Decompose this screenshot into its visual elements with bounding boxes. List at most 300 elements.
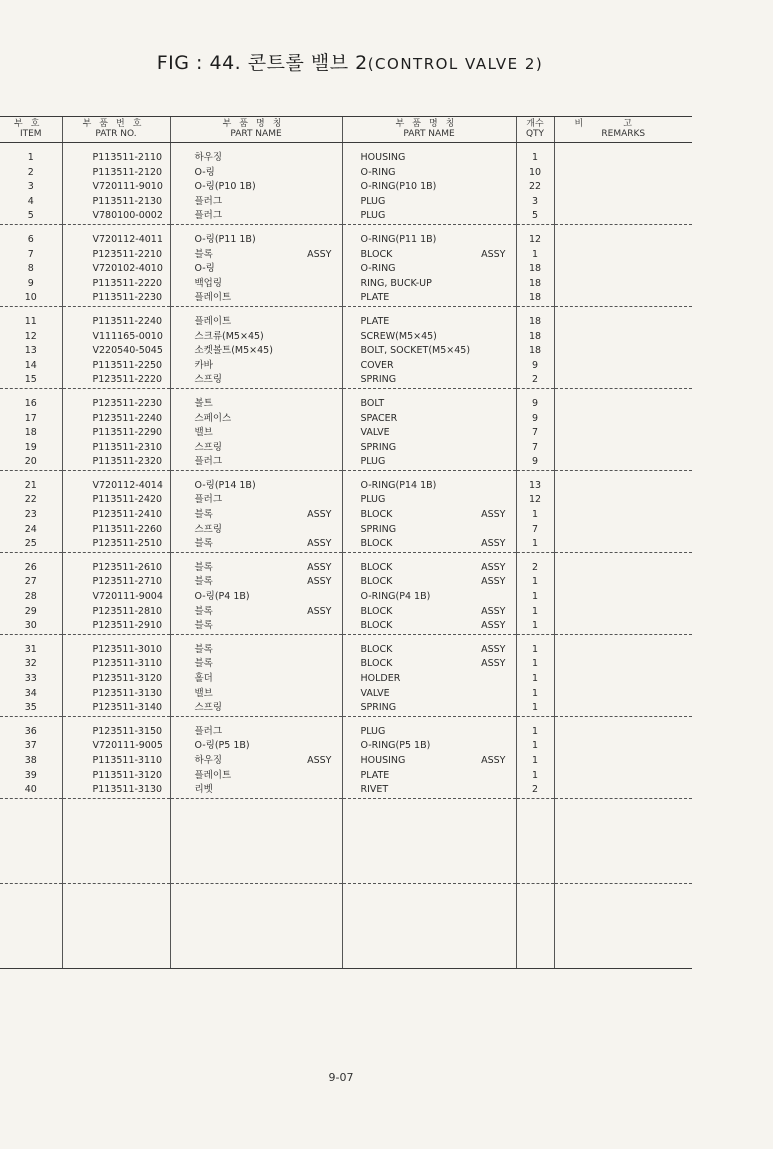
part-name-english-cell-text: HOUSING [360,754,406,766]
item-cell-text: 14 [24,359,37,371]
spacer-cell [516,798,554,883]
item-cell-text: 16 [24,397,37,409]
qty-cell-text: 7 [531,523,539,535]
part-name-english-cell [342,523,516,538]
spacer-row [0,883,692,968]
qty-cell [516,277,554,292]
item-cell-text: 21 [24,479,37,491]
part-name-english-cell-text: SPRING [360,374,397,386]
part-name-korean-cell-text: 블록 [194,620,213,632]
remarks-cell [554,657,692,672]
part-name-english-cell-text: SPACER [360,412,398,424]
table-row [0,291,692,306]
part-no-cell-text: P113511-2130 [92,195,163,207]
part-no-cell [62,672,170,687]
qty-cell-text: 1 [531,509,539,521]
item-cell [0,195,62,210]
part-name-korean-cell-text: 플러그 [194,456,223,468]
table-row [0,151,692,166]
table-row [0,180,692,195]
spacer-cell [342,224,516,233]
part-no-cell-text: P123511-2210 [92,248,163,260]
remarks-cell [554,248,692,263]
qty-cell-text: 1 [531,740,539,752]
table-row [0,725,692,740]
part-name-english-cell-text: SCREW(M5×45) [360,330,437,342]
part-name-korean-cell [170,493,342,508]
spacer-cell [0,470,62,479]
part-no-cell-text: P123511-2510 [92,538,163,550]
part-name-korean-cell-text: 백업링 [194,277,223,289]
part-name-english-cell-text: BLOCK [360,509,393,521]
remarks-cell [554,769,692,784]
spacer-cell [170,470,342,479]
part-no-cell [62,701,170,716]
part-no-cell-text: P123511-2240 [92,412,163,424]
qty-cell-text: 12 [528,233,542,245]
part-name-english-cell-text: O-RING(P11 1B) [360,233,437,245]
table-row [0,277,692,292]
item-cell-text: 23 [24,509,37,521]
part-no-cell-text: P123511-3140 [92,702,163,714]
part-no-cell [62,233,170,248]
part-no-cell-text: P123511-2910 [92,620,163,632]
item-cell [0,248,62,263]
part-name-korean-cell-text: 블록 [194,248,213,260]
qty-cell-text: 12 [528,494,542,506]
spacer-cell [516,143,554,152]
item-cell [0,359,62,374]
item-cell [0,605,62,620]
part-no-cell-text: V720102-4010 [92,263,163,275]
item-cell [0,180,62,195]
qty-cell [516,619,554,634]
item-cell-text: 1 [27,152,34,163]
part-name-korean-cell-text: 소켓볼트(M5×45) [194,345,273,357]
item-cell-text: 26 [24,561,37,573]
part-name-korean-cell [170,233,342,248]
qty-cell-text: 1 [531,605,539,617]
part-name-korean-cell-text: 플레이트 [194,315,232,327]
part-name-english-cell [342,262,516,277]
part-name-english-cell [342,508,516,523]
table-row [0,373,692,388]
table-row [0,783,692,798]
spacer-row [0,634,692,643]
spacer-cell [516,552,554,561]
header-remarks: 비고 REMARKS [554,117,692,143]
item-cell-text: 5 [27,210,34,222]
assy-label: ASSY [481,509,506,521]
part-name-english-cell-text: BLOCK [360,605,393,617]
part-name-korean-cell-text: O-링(P10 1B) [194,181,256,193]
qty-cell [516,643,554,658]
spacer-cell [0,388,62,397]
part-name-korean-cell-text: 플러그 [194,195,223,207]
spacer-cell [554,883,692,968]
part-name-english-cell-text: VALVE [360,427,390,439]
table-row [0,441,692,456]
spacer-cell [516,388,554,397]
remarks-cell [554,561,692,576]
spacer-cell [342,388,516,397]
part-no-cell [62,315,170,330]
qty-cell [516,315,554,330]
part-name-english-cell-text: BLOCK [360,658,393,670]
qty-cell [516,233,554,248]
table-row [0,687,692,702]
part-name-english-cell-text: BLOCK [360,576,393,588]
part-name-korean-cell [170,412,342,427]
part-name-english-cell-text: PLATE [360,292,390,304]
item-cell [0,397,62,412]
part-name-english-cell-text: VALVE [360,687,390,699]
part-name-korean-cell [170,479,342,494]
qty-cell [516,441,554,456]
item-cell-text: 29 [24,605,37,617]
part-name-korean-cell-text: 스프링 [194,523,223,535]
qty-cell [516,262,554,277]
part-name-korean-cell-text: 밸브 [194,427,213,439]
part-name-korean-cell [170,248,342,263]
table-row [0,739,692,754]
item-cell [0,619,62,634]
qty-cell-text: 13 [528,479,542,491]
qty-cell [516,426,554,441]
page-number: 9-07 [328,1071,354,1084]
qty-cell [516,166,554,181]
assy-label: ASSY [307,576,332,588]
part-no-cell [62,523,170,538]
item-cell-text: 19 [24,441,37,453]
item-cell-text: 28 [24,591,37,603]
part-name-english-cell [342,672,516,687]
qty-cell-text: 1 [531,702,539,714]
part-name-english-cell [342,537,516,552]
qty-cell [516,373,554,388]
qty-cell-text: 22 [528,181,542,193]
table-row [0,233,692,248]
part-no-cell-text: V720111-9005 [92,740,163,752]
part-name-korean-cell-text: 홀더 [194,673,213,684]
remarks-cell [554,701,692,716]
item-cell [0,455,62,470]
part-name-korean-cell [170,523,342,538]
part-name-english-cell [342,209,516,224]
part-no-cell-text: P123511-3120 [92,673,163,684]
item-cell-text: 13 [24,345,37,357]
item-cell [0,769,62,784]
part-name-english-cell-text: PLATE [360,769,390,781]
part-name-korean-cell [170,441,342,456]
spacer-cell [0,883,62,968]
remarks-cell [554,605,692,620]
part-name-korean-cell [170,426,342,441]
assy-label: ASSY [481,576,506,588]
part-name-korean-cell [170,605,342,620]
part-name-korean-cell [170,151,342,166]
qty-cell [516,412,554,427]
item-cell [0,783,62,798]
part-name-english-cell [342,479,516,494]
spacer-row [0,552,692,561]
item-cell-text: 39 [24,769,37,781]
remarks-cell [554,754,692,769]
part-no-cell-text: P123511-3150 [92,725,163,737]
item-cell [0,725,62,740]
spacer-row [0,143,692,152]
item-cell [0,672,62,687]
part-name-english-cell [342,605,516,620]
qty-cell [516,725,554,740]
remarks-cell [554,687,692,702]
item-cell-text: 10 [24,292,37,304]
parts-table [0,116,692,969]
remarks-cell [554,783,692,798]
part-name-korean-cell-text: 블록 [194,605,213,617]
remarks-cell [554,166,692,181]
part-name-english-cell-text: COVER [360,359,394,371]
spacer-cell [554,552,692,561]
qty-cell-text: 2 [531,374,539,386]
part-name-english-cell-text: BOLT, SOCKET(M5×45) [360,345,471,357]
item-cell-text: 33 [24,673,37,684]
part-name-korean-cell-text: O-링(P4 1B) [194,591,250,603]
part-no-cell-text: P123511-3130 [92,687,163,699]
part-name-english-cell-text: PLUG [360,456,386,468]
table-row [0,344,692,359]
qty-cell [516,590,554,605]
qty-cell [516,195,554,210]
part-no-cell [62,575,170,590]
part-name-korean-cell-text: 블록 [194,658,213,670]
qty-cell-text: 9 [531,359,539,371]
item-cell-text: 17 [24,412,37,424]
part-name-english-cell [342,783,516,798]
part-name-english-cell-text: O-RING [360,166,396,178]
item-cell [0,754,62,769]
table-row [0,672,692,687]
spacer-cell [0,716,62,725]
spacer-cell [0,552,62,561]
table-row [0,195,692,210]
part-name-english-cell [342,359,516,374]
table-row [0,455,692,470]
part-name-korean-cell [170,195,342,210]
part-name-korean-cell-text: O-링(P5 1B) [194,740,250,752]
table-row [0,523,692,538]
part-name-english-cell [342,441,516,456]
part-name-korean-cell [170,344,342,359]
part-name-english-cell-text: PLUG [360,195,386,207]
part-no-cell [62,441,170,456]
part-name-english-cell-text: PLUG [360,725,386,737]
part-name-english-cell-text: SPRING [360,441,397,453]
part-no-cell [62,426,170,441]
qty-cell [516,523,554,538]
part-no-cell [62,344,170,359]
part-name-english-cell-text: BLOCK [360,561,393,573]
qty-cell [516,754,554,769]
spacer-cell [554,798,692,883]
item-cell-text: 38 [24,754,37,766]
part-name-korean-cell [170,783,342,798]
item-cell-text: 15 [24,374,37,386]
spacer-cell [342,143,516,152]
part-name-english-cell [342,195,516,210]
item-cell [0,262,62,277]
part-no-cell [62,180,170,195]
qty-cell-text: 1 [531,643,539,655]
assy-label: ASSY [307,605,332,617]
part-name-korean-cell [170,754,342,769]
spacer-row [0,470,692,479]
remarks-cell [554,359,692,374]
part-name-english-cell [342,754,516,769]
remarks-cell [554,493,692,508]
spacer-cell [554,470,692,479]
part-name-english-cell [342,315,516,330]
item-cell [0,590,62,605]
item-cell-text: 24 [24,523,37,535]
item-cell-text: 31 [24,643,37,655]
spacer-cell [342,716,516,725]
spacer-cell [62,716,170,725]
part-no-cell-text: P123511-3110 [92,658,163,670]
assy-label: ASSY [307,538,332,550]
part-no-cell-text: P123511-2410 [92,509,163,521]
part-no-cell-text: P123511-2220 [92,374,163,386]
part-no-cell [62,412,170,427]
part-no-cell [62,397,170,412]
qty-cell-text: 1 [531,620,539,632]
part-name-english-cell [342,725,516,740]
qty-cell [516,701,554,716]
part-name-korean-cell-text: 스프링 [194,374,223,386]
spacer-cell [170,798,342,883]
part-name-english-cell [342,687,516,702]
qty-cell [516,769,554,784]
part-name-english-cell [342,277,516,292]
spacer-cell [516,470,554,479]
spacer-cell [342,798,516,883]
remarks-cell [554,412,692,427]
part-no-cell [62,657,170,672]
table-row [0,209,692,224]
part-no-cell-text: P123511-2610 [92,561,163,573]
table-row [0,575,692,590]
part-no-cell [62,359,170,374]
spacer-cell [554,634,692,643]
part-name-english-cell-text: BLOCK [360,538,393,550]
part-name-korean-cell-text: 볼트 [194,397,213,409]
part-name-english-cell [342,151,516,166]
table-row [0,701,692,716]
remarks-cell [554,426,692,441]
table-row [0,619,692,634]
part-name-korean-cell [170,397,342,412]
part-no-cell [62,151,170,166]
qty-cell [516,783,554,798]
table-row [0,166,692,181]
part-name-korean-cell-text: 하우징 [194,152,223,163]
item-cell-text: 36 [24,725,37,737]
remarks-cell [554,441,692,456]
assy-label: ASSY [481,248,506,260]
part-name-korean-cell-text: 블록 [194,509,213,521]
part-name-korean-cell-text: 블록 [194,538,213,550]
part-name-english-cell [342,373,516,388]
part-name-korean-cell-text: 리벳 [194,784,213,796]
part-name-korean-cell-text: 스크류(M5×45) [194,330,264,342]
spacer-cell [62,634,170,643]
assy-label: ASSY [481,538,506,550]
part-name-korean-cell [170,657,342,672]
item-cell-text: 6 [27,233,34,245]
part-no-cell-text: V780100-0002 [92,210,163,222]
remarks-cell [554,590,692,605]
part-no-cell [62,479,170,494]
item-cell [0,657,62,672]
parts-table-header [0,117,692,143]
part-name-korean-cell-text: 플레이트 [194,292,232,304]
qty-cell-text: 18 [528,315,542,327]
item-cell [0,277,62,292]
qty-cell-text: 2 [531,784,539,796]
part-name-korean-cell [170,291,342,306]
qty-cell-text: 18 [528,263,542,275]
header-part-name-korean: 부품명칭 PART NAME [170,117,342,143]
part-name-english-cell [342,561,516,576]
assy-label: ASSY [481,658,506,670]
part-name-english-cell [342,455,516,470]
qty-cell-text: 1 [531,754,539,766]
part-name-english-cell-text: RIVET [360,784,389,796]
part-name-korean-cell [170,725,342,740]
part-name-english-cell-text: SPRING [360,702,397,714]
qty-cell [516,605,554,620]
part-no-cell-text: P113511-2240 [92,315,163,327]
part-no-cell [62,739,170,754]
part-name-english-cell-text: O-RING(P5 1B) [360,740,431,752]
qty-cell [516,151,554,166]
spacer-cell [554,306,692,315]
part-name-english-cell [342,657,516,672]
spacer-cell [62,388,170,397]
spacer-cell [554,716,692,725]
part-name-english-cell [342,426,516,441]
part-no-cell-text: P113511-2320 [92,456,163,468]
part-no-cell-text: V220540-5045 [92,345,163,357]
part-no-cell [62,291,170,306]
item-cell [0,344,62,359]
part-no-cell [62,605,170,620]
table-row [0,397,692,412]
table-row [0,590,692,605]
part-name-english-cell-text: HOUSING [360,152,406,163]
part-name-korean-cell-text: 플러그 [194,210,223,222]
part-name-english-cell [342,701,516,716]
part-name-english-cell [342,330,516,345]
spacer-cell [0,306,62,315]
item-cell-text: 27 [24,576,37,588]
part-name-korean-cell [170,643,342,658]
qty-cell-text: 18 [528,277,542,289]
part-name-english-cell [342,248,516,263]
part-no-cell [62,537,170,552]
item-cell [0,151,62,166]
item-cell-text: 32 [24,658,37,670]
